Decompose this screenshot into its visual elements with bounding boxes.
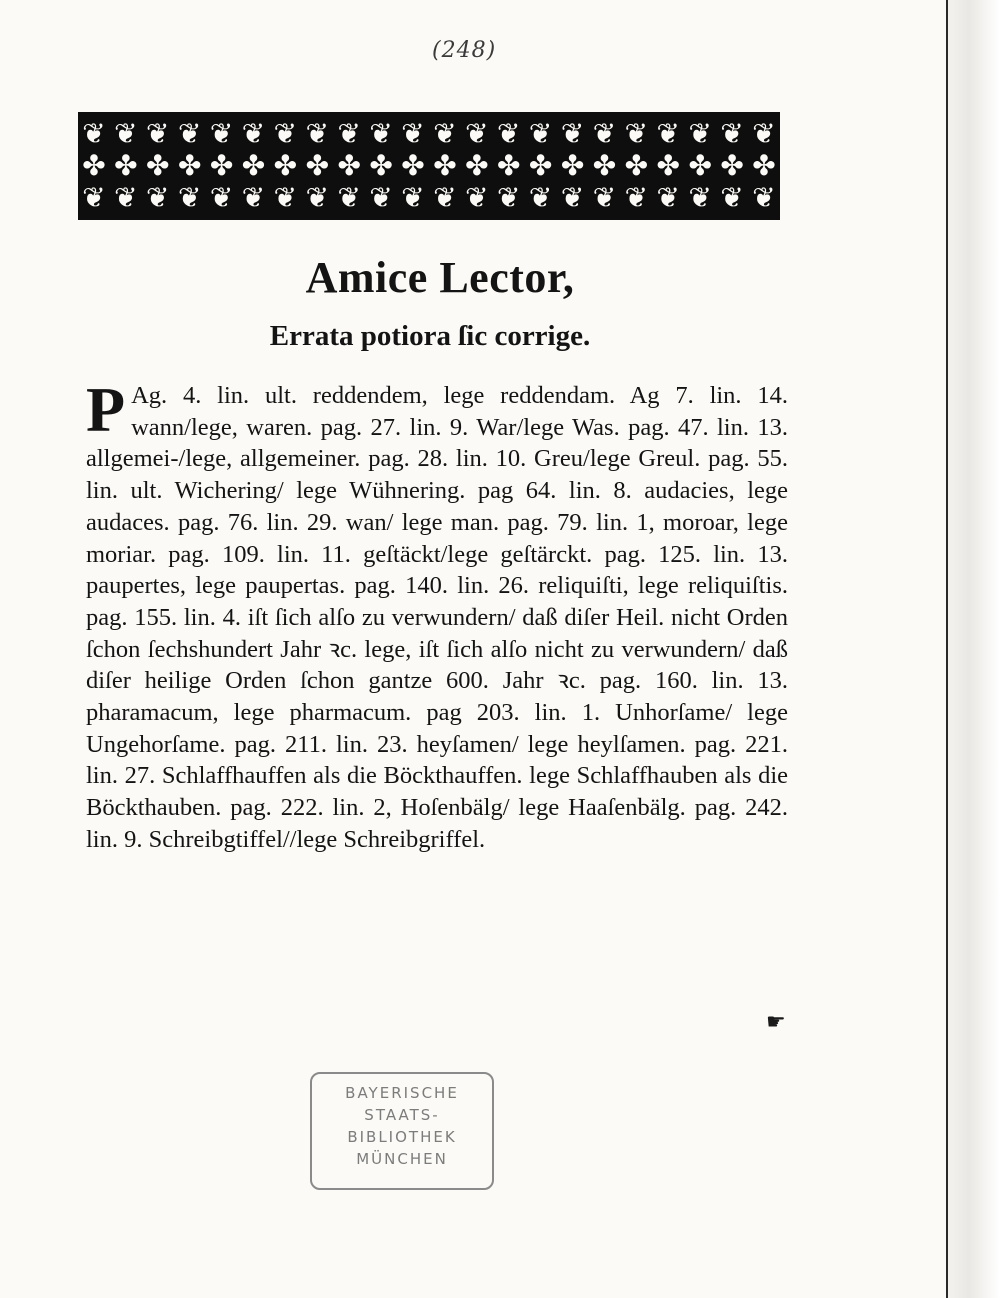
hand-pointer-icon: ☛ — [766, 1010, 786, 1035]
fleuron-icon: ✤ — [720, 149, 744, 182]
page-title: Amice Lector, — [305, 253, 575, 302]
fleuron-icon: ❦ — [433, 117, 457, 150]
fleuron-icon: ✤ — [624, 149, 649, 182]
fleuron-icon: ✤ — [82, 149, 106, 182]
fleuron-icon: ❦ — [241, 117, 266, 150]
fleuron-icon: ❦ — [114, 181, 138, 214]
fleuron-icon: ✤ — [688, 149, 712, 182]
fleuron-icon: ✤ — [209, 149, 234, 182]
fleuron-icon: ✤ — [114, 149, 138, 182]
fleuron-icon: ❦ — [401, 181, 425, 214]
fleuron-icon: ❦ — [209, 117, 234, 150]
fleuron-icon: ❦ — [177, 181, 202, 214]
library-stamp — [310, 1072, 494, 1190]
fleuron-icon: ❦ — [624, 181, 649, 214]
fleuron-icon: ✤ — [241, 149, 266, 182]
fleuron-icon: ✤ — [560, 149, 585, 182]
stamp-line: MÜNCHEN — [356, 1150, 448, 1168]
fleuron-icon: ❦ — [528, 117, 553, 150]
fleuron-icon: ❦ — [337, 117, 361, 150]
fleuron-icon: ❦ — [656, 181, 680, 214]
fleuron-icon: ❦ — [624, 117, 649, 150]
fleuron-icon: ❦ — [369, 117, 393, 150]
errata-paragraph — [86, 374, 788, 856]
shelfmark-annotation: (248) — [432, 38, 497, 63]
page-subtitle: Errata potiora ſic corrige. — [269, 320, 591, 352]
fleuron-icon: ✤ — [752, 149, 776, 182]
drop-cap: P — [86, 374, 126, 445]
fleuron-icon: ❦ — [273, 181, 298, 214]
fleuron-icon: ✤ — [146, 149, 170, 182]
fleuron-icon: ❦ — [592, 117, 617, 150]
fleuron-icon: ❦ — [146, 117, 170, 150]
fleuron-icon: ❦ — [592, 181, 617, 214]
fleuron-icon: ✤ — [337, 149, 361, 182]
fleuron-icon: ✤ — [497, 149, 521, 182]
page-edge — [948, 0, 1000, 1298]
fleuron-icon: ❦ — [752, 117, 776, 150]
fleuron-icon: ❦ — [114, 117, 138, 150]
fleuron-icon: ❦ — [528, 181, 553, 214]
fleuron-icon: ❦ — [433, 181, 457, 214]
fleuron-icon: ✤ — [433, 149, 457, 182]
fleuron-icon: ❦ — [209, 181, 234, 214]
ornamental-headpiece — [78, 112, 780, 220]
ornament-row-top — [78, 117, 780, 150]
errata-text: Ag. 4. lin. ult. reddendem, lege reddendam. Ag 7. lin. 14. wann/lege, waren. pag. 27. lin. 9. War/lege Was. pag. 47. lin. 13. allgemei-/lege, allgemeiner. pag. 28. lin. 10. Greu/lege Greul. pag. 55. lin. ult. Wichering/ lege Wühnering. pag 64. lin. 8. audacies, lege audaces. pag. 76. lin. 29. wan/ lege man. pag. 79. lin. 1, moroar, lege moriar. pag. 109. lin. 11. geſtäckt/lege geſtärckt. pag. 125. lin. 13. paupertes, lege paupertas. pag. 140. lin. 26. reliquiſti, lege reliquiſtis. pag. 155. lin. 4. iſt ſich alſo zu verwundern/ daß diſer Heil. nicht Orden ſchon ſechshundert Jahr ꝛc. lege, iſt ſich alſo nicht zu verwundern/ daß diſer heilige Orden ſchon gantze 600. Jahr ꝛc. pag. 160. lin. 13. pharamacum, lege pharmacum. pag 203. lin. 1. Unhorſame/ lege Ungehorſame. pag. 211. lin. 23. heyſamen/ lege heylſamen. pag. 221. lin. 27. Schlaffhauffen als die Böckthauffen. lege Schlaffhauben als die Böckthauben. pag. 222. lin. 2, Hoſenbälg/ lege Haaſenbälg. pag. 242. lin. 9. Schreibgtiffel//lege Schreibgriffel. — [86, 382, 788, 853]
fleuron-icon: ❦ — [177, 117, 202, 150]
fleuron-icon: ❦ — [752, 181, 776, 214]
fleuron-icon: ✤ — [592, 149, 617, 182]
fleuron-icon: ✤ — [401, 149, 425, 182]
fleuron-icon: ❦ — [465, 117, 489, 150]
fleuron-icon: ❦ — [465, 181, 489, 214]
errata-list — [86, 374, 788, 856]
stamp-line: BIBLIOTHEK — [347, 1128, 457, 1146]
fleuron-icon: ❦ — [688, 117, 712, 150]
fleuron-icon: ❦ — [560, 117, 585, 150]
fleuron-icon: ✤ — [465, 149, 489, 182]
fleuron-icon: ❦ — [305, 117, 330, 150]
fleuron-icon: ✤ — [528, 149, 553, 182]
fleuron-icon: ✤ — [177, 149, 202, 182]
fleuron-icon: ✤ — [305, 149, 330, 182]
fleuron-icon: ✤ — [369, 149, 393, 182]
fleuron-icon: ❦ — [497, 117, 521, 150]
fleuron-icon: ✤ — [656, 149, 680, 182]
fleuron-icon: ❦ — [688, 181, 712, 214]
fleuron-icon: ❦ — [720, 181, 744, 214]
fleuron-icon: ❦ — [82, 181, 106, 214]
fleuron-icon: ❦ — [146, 181, 170, 214]
fleuron-icon: ❦ — [560, 181, 585, 214]
fleuron-icon: ❦ — [241, 181, 266, 214]
ornament-row-bottom — [78, 181, 780, 214]
stamp-line: BAYERISCHE — [345, 1084, 459, 1102]
fleuron-icon: ❦ — [305, 181, 330, 214]
fleuron-icon: ❦ — [401, 117, 425, 150]
fleuron-icon: ❦ — [82, 117, 106, 150]
fleuron-icon: ❦ — [656, 117, 680, 150]
fleuron-icon: ❦ — [273, 117, 298, 150]
fleuron-icon: ❦ — [720, 117, 744, 150]
fleuron-icon: ❦ — [497, 181, 521, 214]
fleuron-icon: ✤ — [273, 149, 298, 182]
fleuron-icon: ❦ — [337, 181, 361, 214]
stamp-line: STAATS- — [364, 1106, 440, 1124]
fleuron-icon: ❦ — [369, 181, 393, 214]
ornament-row-middle — [78, 149, 780, 182]
